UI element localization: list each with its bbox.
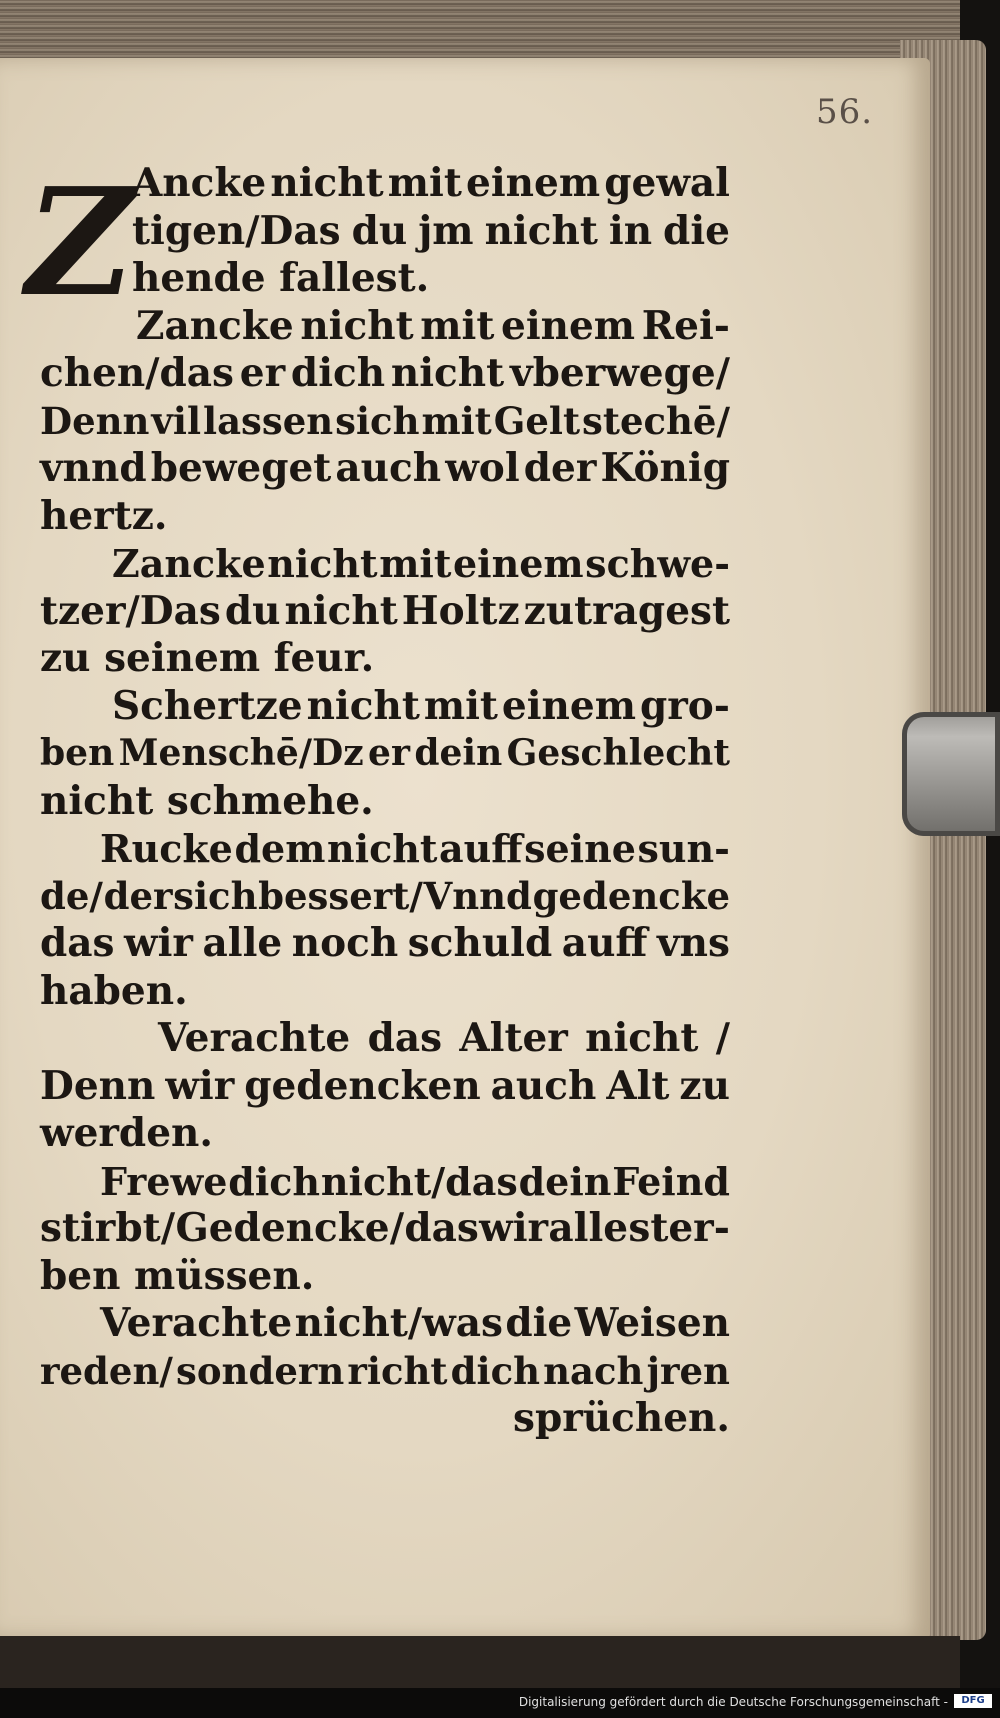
word: nicht	[327, 826, 438, 871]
word: das	[40, 920, 115, 966]
word: zutragest	[523, 587, 730, 634]
word: bessert/	[258, 873, 423, 918]
word: nicht/das	[320, 1158, 518, 1204]
word: zu	[679, 1062, 730, 1109]
word: einem	[501, 302, 636, 349]
word: /	[715, 1015, 730, 1061]
word: dich	[450, 1348, 540, 1393]
text-line: hende fallest.	[132, 255, 430, 301]
word: mit	[421, 398, 492, 443]
word: wol	[445, 445, 520, 491]
page-text	[40, 160, 730, 1443]
word: Holtz	[401, 587, 520, 634]
text-line	[40, 1348, 730, 1396]
word: vberwege/	[509, 350, 730, 396]
text-line: werden.	[40, 1110, 213, 1156]
word: jm	[418, 207, 474, 254]
text-line	[40, 1300, 730, 1348]
word: richt	[347, 1348, 448, 1393]
word: sich	[173, 873, 258, 918]
word: jren	[646, 1348, 730, 1393]
word: nicht	[284, 587, 398, 634]
word: Gelt	[493, 398, 581, 443]
dfg-logo: DFG	[954, 1694, 992, 1708]
word: beweget	[150, 445, 332, 491]
word: du	[224, 587, 281, 634]
word: wir	[479, 1205, 549, 1251]
word: Rei-	[641, 302, 730, 349]
word: vns	[656, 920, 730, 966]
word: auch	[335, 445, 442, 491]
word: Vnnd	[423, 873, 532, 918]
text-line	[40, 1205, 730, 1253]
word: gewal	[604, 160, 730, 206]
word: Denn	[40, 398, 150, 443]
text-line	[40, 303, 730, 351]
word: die	[505, 1300, 573, 1346]
text-line: hertz.	[40, 492, 168, 539]
word: Alter	[459, 1015, 568, 1061]
word: einem	[501, 682, 636, 729]
word: Zancke	[112, 541, 266, 586]
text-line	[40, 825, 730, 873]
word: du	[351, 207, 408, 254]
word: Ancke	[132, 160, 267, 206]
word: tzer/Das	[40, 587, 221, 634]
text-line	[40, 873, 730, 921]
text-line	[40, 1063, 730, 1111]
word: de/	[40, 873, 103, 918]
text-line	[40, 350, 730, 398]
word: Alt	[606, 1062, 670, 1109]
word: Rucke	[100, 826, 233, 871]
word: tigen/Das	[132, 207, 341, 254]
text-line: haben.	[40, 967, 188, 1014]
word: die	[663, 207, 730, 254]
word: in	[608, 207, 653, 254]
text-line	[40, 540, 730, 588]
word: nicht	[270, 160, 384, 206]
word: vil	[151, 398, 202, 443]
word: sondern	[176, 1348, 345, 1393]
word: auff	[439, 826, 523, 871]
book-clasp	[902, 712, 1000, 836]
text-line	[40, 1158, 730, 1206]
text-line	[40, 208, 730, 256]
word: nicht	[390, 350, 505, 396]
word: er	[239, 350, 286, 396]
text-line: zu seinem feur.	[40, 635, 375, 681]
word: der	[523, 445, 597, 491]
word: Geschlecht	[506, 732, 730, 774]
word: wir	[124, 920, 193, 966]
text-line	[40, 398, 730, 446]
text-line	[40, 1015, 730, 1063]
word: er	[368, 732, 410, 774]
word: auff	[561, 920, 648, 966]
drop-cap-initial: Z	[26, 155, 135, 329]
word: der	[103, 873, 173, 918]
word: das	[367, 1015, 443, 1061]
text-line: nicht schmehe.	[40, 777, 374, 824]
text-line	[40, 160, 730, 208]
word: einem	[466, 160, 601, 206]
word: mit	[420, 302, 495, 349]
word: Verachte	[158, 1015, 351, 1061]
word: alle	[548, 1205, 629, 1251]
word: sun-	[637, 826, 730, 871]
word: Schertze	[112, 682, 303, 729]
text-line: ben müssen.	[40, 1252, 315, 1299]
word: ster-	[628, 1205, 730, 1251]
word: stechē/	[582, 398, 730, 443]
word: nicht	[267, 541, 378, 586]
word: /	[389, 1205, 405, 1251]
word: Menschē/Dz	[118, 732, 364, 774]
page-number: 56.	[816, 92, 874, 132]
text-line	[40, 683, 730, 731]
word: stirbt	[40, 1205, 161, 1251]
word: wir	[165, 1062, 235, 1109]
word: ben	[40, 732, 115, 774]
word: mit	[379, 541, 452, 586]
word: gedencken	[244, 1062, 481, 1109]
word: dich	[228, 1158, 321, 1204]
text-line	[40, 588, 730, 636]
word: chen/das	[40, 350, 235, 396]
word: noch	[291, 920, 399, 966]
word: schuld	[407, 920, 553, 966]
word: vnnd	[40, 445, 147, 491]
word: seine	[524, 826, 636, 871]
word: König	[600, 445, 730, 491]
word: dein	[414, 732, 503, 774]
word: auch	[490, 1062, 597, 1109]
text-line	[40, 730, 730, 778]
word: alle	[202, 920, 283, 966]
word: mit	[423, 682, 498, 729]
word: einem	[452, 541, 584, 586]
word: sich	[335, 398, 420, 443]
word: dich	[290, 350, 386, 396]
word: gedencke	[532, 873, 730, 918]
funding-credit: Digitalisierung gefördert durch die Deutsche Forschungsgemeinschaft -	[518, 1695, 948, 1709]
word: nicht	[300, 302, 414, 349]
word: schwe-	[585, 541, 730, 586]
text-line: sprüchen.	[513, 1395, 730, 1441]
word: Zancke	[136, 302, 294, 349]
word: Feind	[612, 1158, 730, 1204]
text-line	[40, 920, 730, 968]
word: reden/	[40, 1348, 173, 1393]
word: Frewe	[100, 1158, 228, 1204]
word: dein	[518, 1158, 612, 1204]
word: nach	[543, 1348, 644, 1393]
word: gro-	[639, 682, 730, 729]
word: Weisen	[574, 1300, 730, 1346]
word: dem	[234, 826, 326, 871]
word: Denn	[40, 1062, 156, 1109]
word: mit	[387, 160, 462, 206]
word: nicht	[585, 1015, 699, 1061]
word: nicht/was	[294, 1300, 503, 1346]
word: nicht	[306, 682, 420, 729]
book-bottom-edge	[0, 1636, 960, 1688]
text-line	[40, 445, 730, 493]
word: nicht	[484, 207, 598, 254]
word: /	[160, 1205, 176, 1251]
word: das	[404, 1205, 479, 1251]
word: Verachte	[100, 1300, 293, 1346]
word: Gedencke	[175, 1205, 390, 1251]
word: lassen	[203, 398, 334, 443]
